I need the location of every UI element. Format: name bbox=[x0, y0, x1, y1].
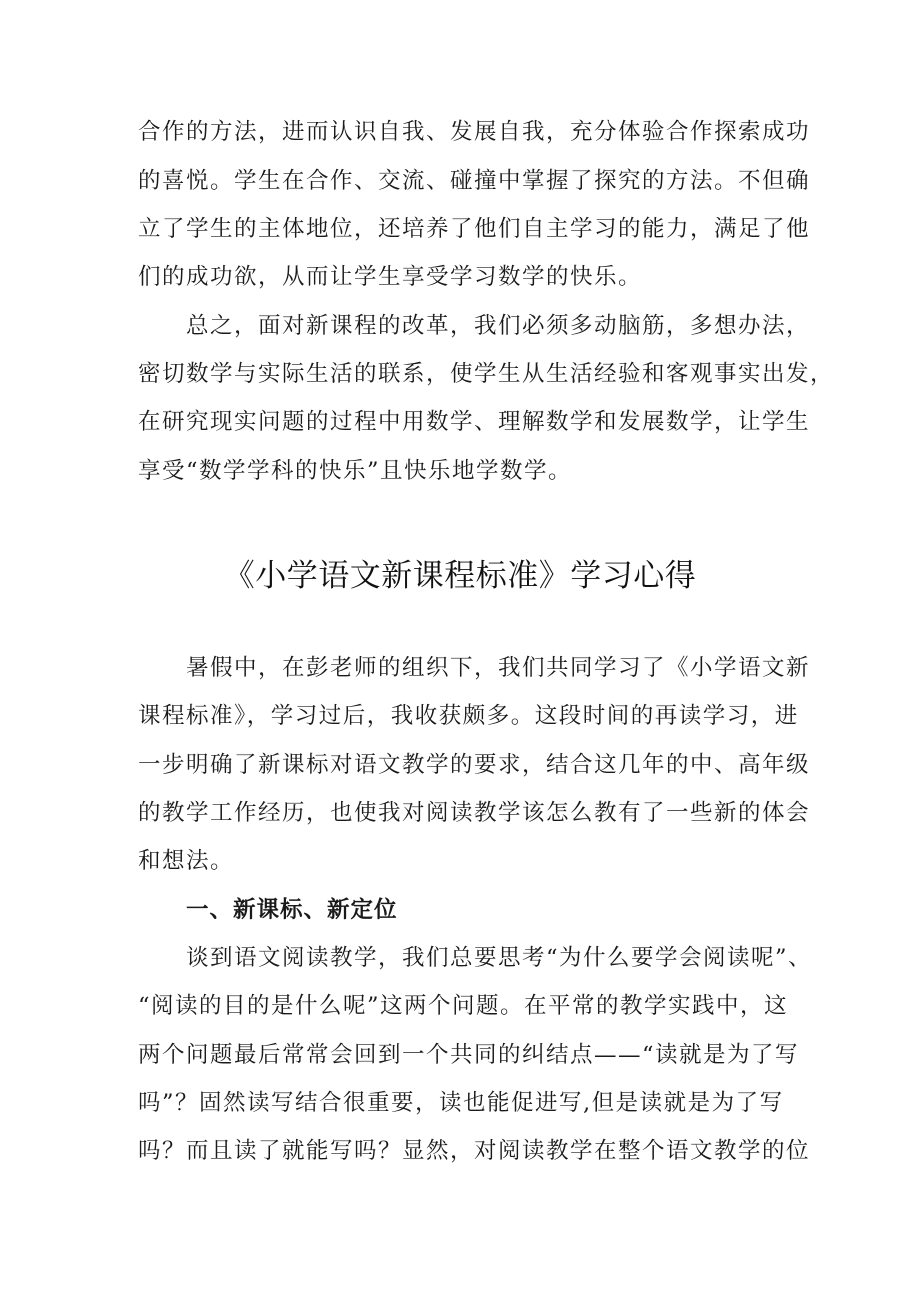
paragraph-line: 课程标准》，学习过后，我收获颇多。这段时间的再读学习，进 bbox=[138, 703, 799, 729]
paragraph-line: 享受“数学学科的快乐”且快乐地学数学。 bbox=[138, 458, 573, 484]
paragraph-line: 的喜悦。学生在合作、交流、碰撞中掌握了探究的方法。不但确 bbox=[138, 168, 811, 194]
paragraph-line: “阅读的目的是什么呢”这两个问题。在平常的教学实践中，这 bbox=[138, 993, 789, 1019]
paragraph-line: 暑假中，在彭老师的组织下，我们共同学习了《小学语文新 bbox=[186, 655, 811, 681]
paragraph-line: 立了学生的主体地位，还培养了他们自主学习的能力，满足了他 bbox=[138, 216, 811, 242]
paragraph-line: 谈到语文阅读教学，我们总要思考“为什么要学会阅读呢”、 bbox=[186, 945, 813, 971]
paragraph-line: 在研究现实问题的过程中用数学、理解数学和发展数学，让学生 bbox=[138, 409, 811, 435]
paragraph-line: 的教学工作经历，也使我对阅读教学该怎么教有了一些新的体会 bbox=[138, 800, 811, 826]
paragraph-line: 和想法。 bbox=[138, 848, 235, 874]
paragraph-line: 两个问题最后常常会回到一个共同的纠结点——“读就是为了写 bbox=[138, 1042, 800, 1068]
section-heading: 一、新课标、新定位 bbox=[186, 897, 398, 923]
paragraph-line: 们的成功欲，从而让学生享受学习数学的快乐。 bbox=[138, 264, 643, 290]
paragraph-line: 吗？而且读了就能写吗？显然，对阅读教学在整个语文教学的位 bbox=[138, 1138, 811, 1164]
article-title: 《小学语文新课程标准》学习心得 bbox=[223, 558, 697, 594]
paragraph-line: 密切数学与实际生活的联系，使学生从生活经验和客观事实出发， bbox=[138, 361, 835, 387]
paragraph-line: 合作的方法，进而认识自我、发展自我，充分体验合作探索成功 bbox=[138, 119, 811, 145]
paragraph-line: 一步明确了新课标对语文教学的要求，结合这几年的中、高年级 bbox=[138, 752, 811, 778]
paragraph-line: 吗”？固然读写结合很重要，读也能促进写,但是读就是为了写 bbox=[138, 1090, 784, 1116]
paragraph-line: 总之，面对新课程的改革，我们必须多动脑筋，多想办法， bbox=[186, 313, 811, 339]
